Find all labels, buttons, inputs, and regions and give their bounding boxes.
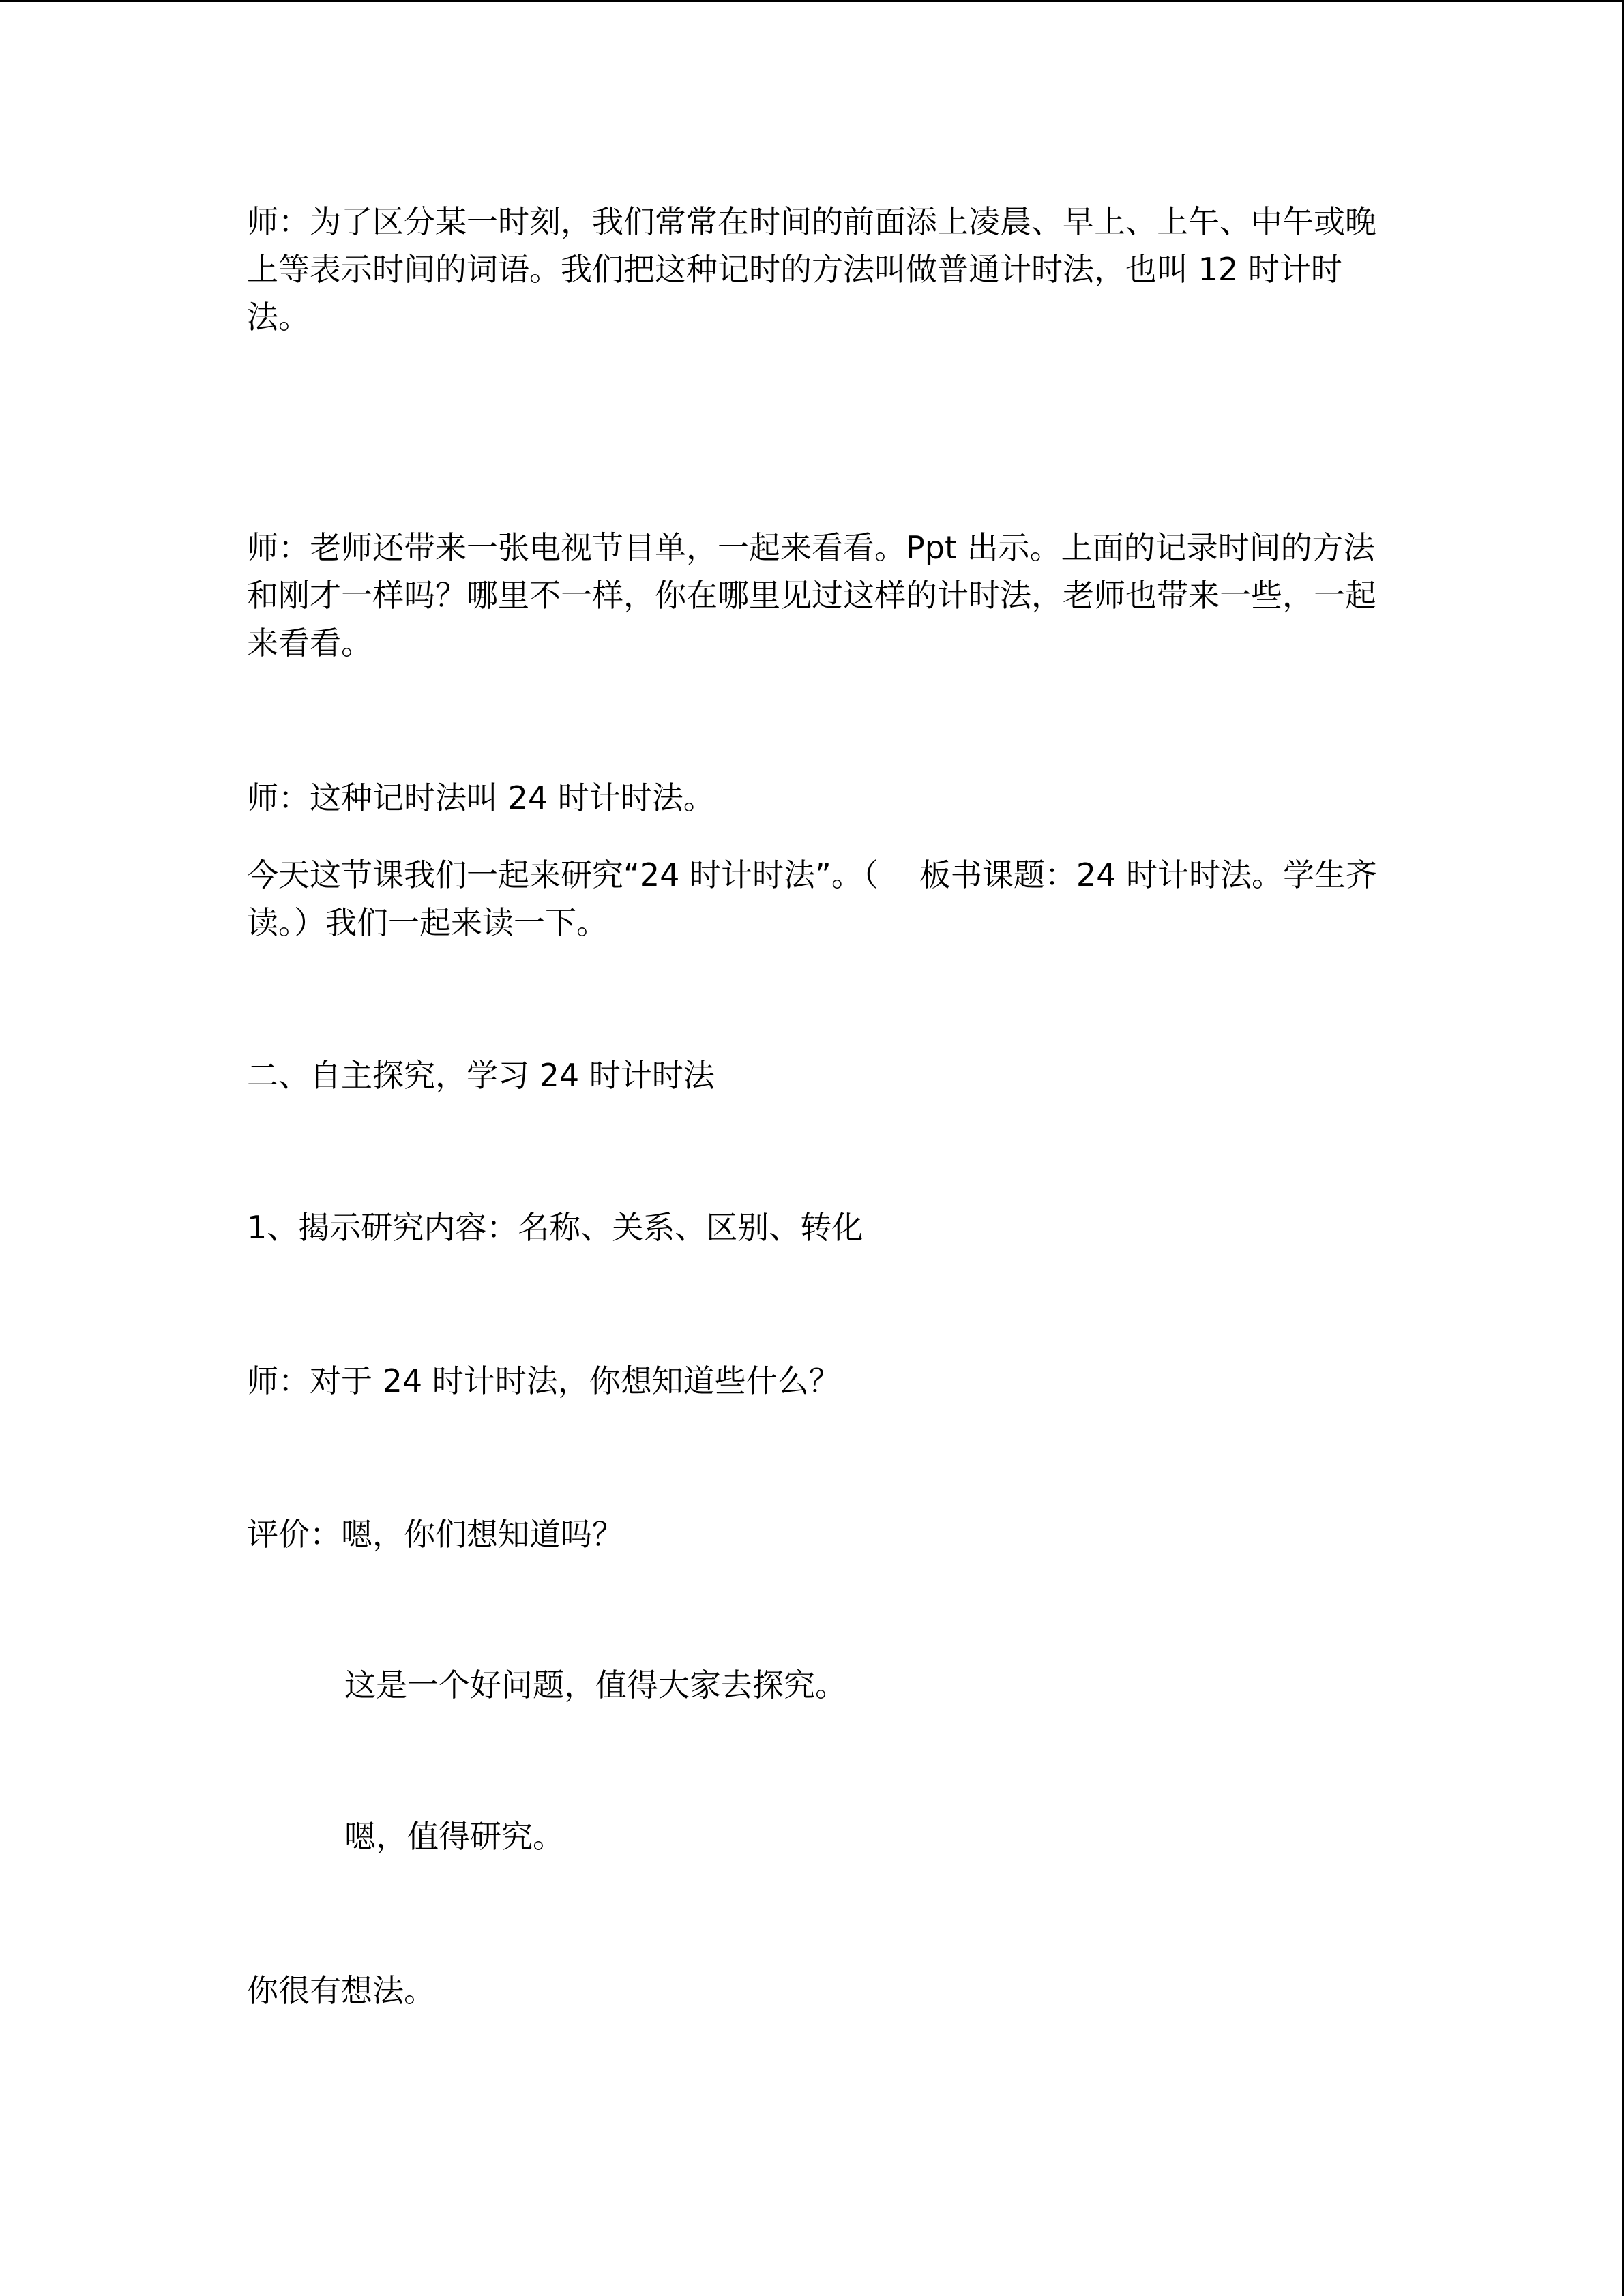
paragraph-teacher-24-hour: 师：这种记时法叫 24 时计时法。	[247, 779, 715, 816]
subsection-research-content: 1、揭示研究内容：名称、关系、区别、转化	[247, 1209, 863, 1246]
paragraph-lesson-topic	[247, 851, 1379, 946]
page-border-top	[0, 0, 1624, 2]
paragraph-teacher-tv-schedule: 师：老师还带来一张电视节目单，一起来看看。Ppt 出示。上面的记录时间的方法和刚才一样吗？哪里不一样，你在哪里见过这样的计时法，老师也带来一些，一起来看看。	[247, 529, 1376, 661]
paragraph-teacher-12-hour: 师：为了区分某一时刻，我们常常在时间的前面添上凌晨、早上、上午、中午或晚上等表示时间的词语。我们把这种记时的方法叫做普通计时法，也叫 12 时计时法。	[247, 203, 1376, 336]
lesson-topic-part-1: 今天这节课我们一起来研究“24 时计时法”。（	[247, 856, 879, 893]
section-heading-explore: 二、自主探究，学习 24 时计时法	[247, 1057, 715, 1094]
paragraph-have-ideas: 你很有想法。	[247, 1972, 435, 2009]
paragraph-teacher-question: 师：对于 24 时计时法，你想知道些什么？	[247, 1362, 840, 1399]
paragraph-good-question: 这是一个好问题，值得大家去探究。	[344, 1667, 846, 1703]
paragraph-worth-studying: 嗯，值得研究。	[344, 1818, 564, 1855]
paragraph-evaluation: 评价：嗯，你们想知道吗？	[247, 1516, 623, 1553]
lesson-topic-part-2: 板书课题：24 时计时法。学生齐读。）我们一起来读一下。	[247, 856, 1377, 941]
